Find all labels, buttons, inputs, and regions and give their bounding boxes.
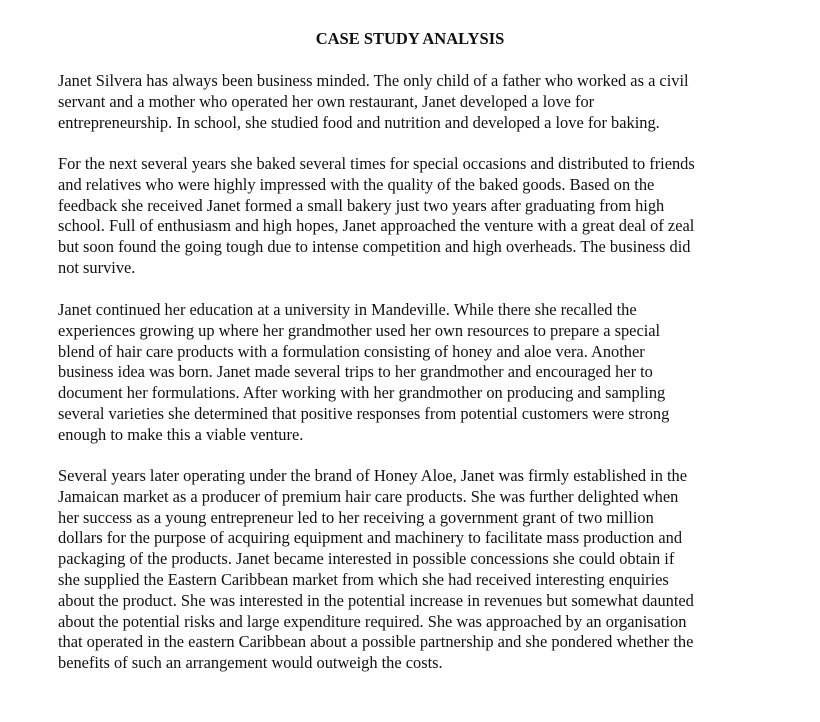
document-title: CASE STUDY ANALYSIS <box>315 29 505 48</box>
paragraph-line: business idea was born. Janet made several trips to her grandmother and encouraged her to <box>58 362 653 382</box>
paragraph-line: For the next several years she baked several times for special occasions and distributed to friends <box>58 154 695 173</box>
paragraph-line: her success as a young entrepreneur led to her receiving a government grant of two million <box>58 507 654 527</box>
paragraph-line: she supplied the Eastern Caribbean market from which she had received interesting enquiries <box>58 569 669 589</box>
paragraph-line: and relatives who were highly impressed with the quality of the baked goods. Based on the <box>58 174 655 194</box>
paragraph-2 <box>58 154 778 279</box>
paragraph-line: enough to make this a viable venture. <box>58 424 304 444</box>
paragraph-line: Jamaican market as a producer of premium hair care products. She was further delighted when <box>58 486 679 506</box>
paragraph-line: experiences growing up where her grandmother used her own resources to prepare a special <box>58 320 661 340</box>
paragraph-1 <box>58 71 778 133</box>
paragraph-line: but soon found the going tough due to intense competition and high overheads. The business did <box>58 237 691 257</box>
paragraph-line: servant and a mother who operated her own restaurant, Janet developed a love for <box>58 91 595 111</box>
paragraph-line: document her formulations. After working with her grandmother on producing and sampling <box>58 383 666 403</box>
paragraph-line: entrepreneurship. In school, she studied food and nutrition and developed a love for baking. <box>58 112 660 132</box>
paragraph-line: Janet continued her education at a university in Mandeville. While there she recalled the <box>58 300 637 319</box>
paragraph-3 <box>58 300 778 446</box>
paragraph-4 <box>58 466 778 674</box>
paragraph-line: about the potential risks and large expenditure required. She was approached by an organisation <box>58 611 687 631</box>
paragraph-line: school. Full of enthusiasm and high hopes, Janet approached the venture with a great deal of zeal <box>58 216 695 236</box>
paragraph-line: blend of hair care products with a formulation consisting of honey and aloe vera. Another <box>58 341 645 361</box>
paragraph-line: benefits of such an arrangement would outweigh the costs. <box>58 653 443 673</box>
paragraph-line: that operated in the eastern Caribbean about a possible partnership and she pondered whether the <box>58 632 694 652</box>
paragraph-line: Janet Silvera has always been business minded. The only child of a father who worked as a civil <box>58 71 689 90</box>
paragraph-line: Several years later operating under the brand of Honey Aloe, Janet was firmly established in the <box>58 466 688 485</box>
paragraph-line: packaging of the products. Janet became interested in possible concessions she could obtain if <box>58 549 675 569</box>
paragraph-line: feedback she received Janet formed a small bakery just two years after graduating from high <box>58 195 665 215</box>
paragraph-line: about the product. She was interested in the potential increase in revenues but somewhat daunted <box>58 590 694 610</box>
paragraph-line: not survive. <box>58 257 136 277</box>
paragraph-line: several varieties she determined that positive responses from potential customers were strong <box>58 403 670 423</box>
paragraph-line: dollars for the purpose of acquiring equipment and machinery to facilitate mass production and <box>58 528 683 548</box>
